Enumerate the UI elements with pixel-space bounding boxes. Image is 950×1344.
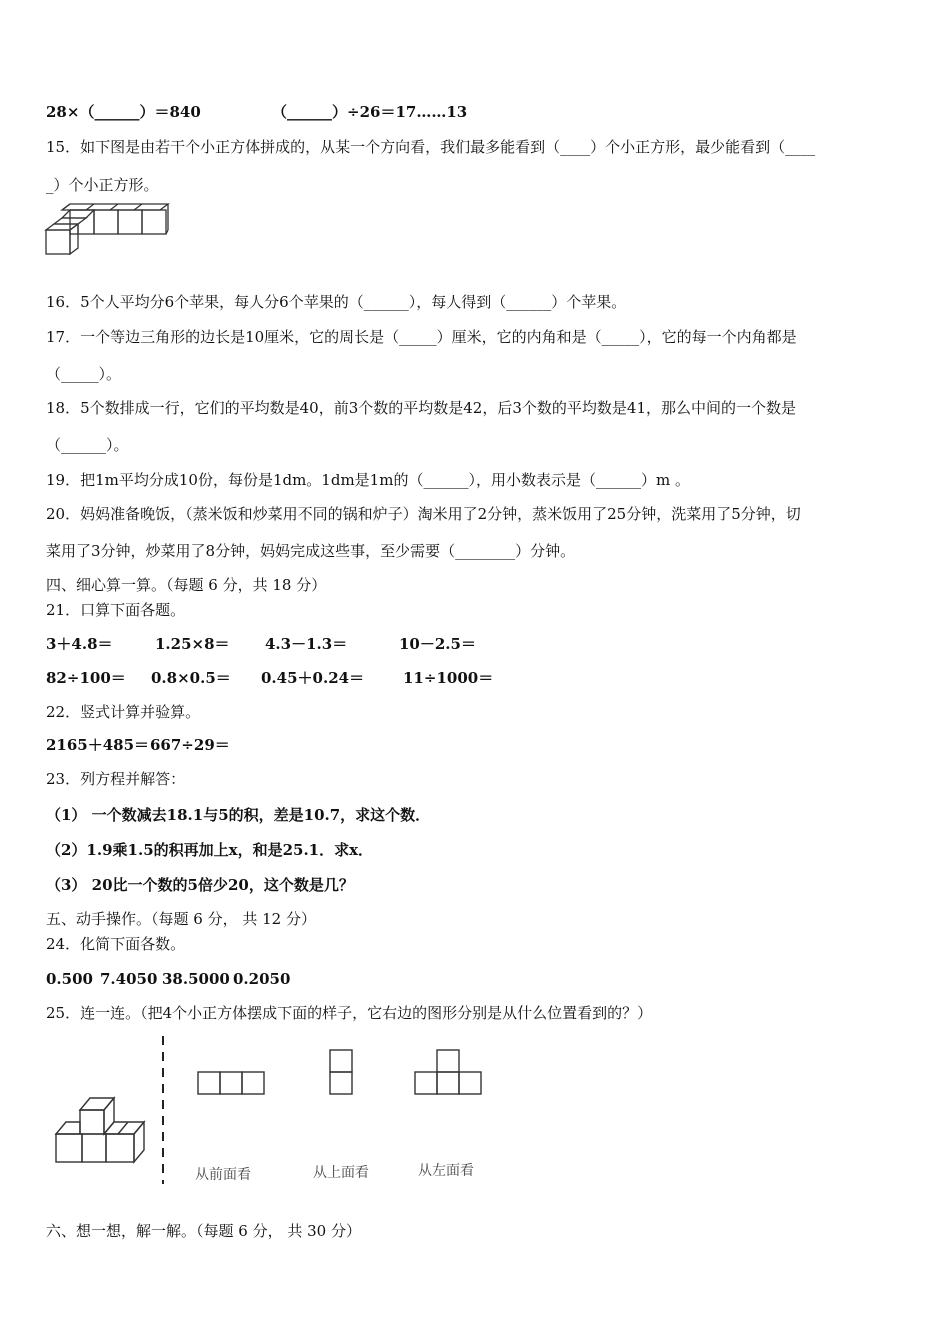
q24-items [46, 969, 290, 989]
q24-item: 38.5000 [162, 970, 230, 988]
q25-dashed-divider [158, 1036, 168, 1184]
q22-items [46, 735, 230, 755]
q25-left-view [413, 1048, 485, 1096]
q24-item: 0.2050 [233, 970, 291, 988]
q22-item: 667÷29＝ [150, 736, 230, 754]
q18-text-2: （______）。 [46, 436, 129, 454]
q20-text-2: 菜用了3分钟，炒菜用了8分钟，妈妈完成这些事，至少需要（________）分钟。 [46, 542, 576, 560]
q25-top-view [328, 1048, 356, 1096]
q15-cube-figure [44, 200, 170, 256]
section-4-heading: 四、细心算一算。（每题 6 分，共 18 分） [46, 576, 327, 594]
q25-text: 25．连一连。（把4个小正方体摆成下面的样子，它右边的图形分别是从什么位置看到的？） [46, 1004, 653, 1022]
q19-text: 19．把1m平均分成10份，每份是1dm。1dm是1m的（______），用小数表示是（______）m 。 [46, 471, 690, 489]
section-6-heading: 六、想一想，解一解。（每题 6 分， 共 30 分） [46, 1222, 361, 1240]
q24-text: 24．化简下面各数。 [46, 935, 186, 953]
q16-text: 16．5个人平均分6个苹果，每人分6个苹果的（______），每人得到（______）个苹果。 [46, 293, 627, 311]
q21-item: 82÷100＝ [46, 669, 126, 687]
q25-caption-left: 从左面看 [418, 1163, 474, 1179]
q21-item: 0.45＋0.24＝ [261, 669, 365, 687]
q23-text: 23．列方程并解答： [46, 770, 186, 788]
q25-front-view [196, 1070, 268, 1096]
q21-row-1 [46, 634, 476, 654]
q21-row-2 [46, 668, 493, 688]
q20-text-1: 20．妈妈准备晚饭，（蒸米饭和炒菜用不同的锅和炉子）淘米用了2分钟，蒸米饭用了25分钟，洗菜用了5分钟，切 [46, 505, 801, 523]
q21-item: 11÷1000＝ [403, 669, 494, 687]
q24-item: 0.500 [46, 970, 93, 988]
q21-item: 3＋4.8＝ [46, 635, 113, 653]
section-5-heading: 五、动手操作。（每题 6 分， 共 12 分） [46, 910, 316, 928]
q25-caption-front: 从前面看 [195, 1167, 251, 1183]
q17-text-2: （_____）。 [46, 365, 122, 383]
q25-caption-top: 从上面看 [313, 1165, 369, 1181]
q21-item: 0.8×0.5＝ [151, 669, 231, 687]
q25-cube-figure [52, 1094, 150, 1166]
q21-text: 21．口算下面各题。 [46, 601, 186, 619]
q21-item: 1.25×8＝ [155, 635, 230, 653]
q22-text: 22．竖式计算并验算。 [46, 703, 201, 721]
q15-text-1: 15．如下图是由若干个小正方体拼成的，从某一个方向看，我们最多能看到（____）个小正方形，最少能看到（____ [46, 138, 816, 156]
q24-item: 7.4050 [100, 970, 158, 988]
q23-part-3: （3） 20比一个数的5倍少20，这个数是几？ [46, 876, 354, 894]
q23-part-1: （1） 一个数减去18.1与5的积，差是10.7，求这个数． [46, 806, 431, 824]
q17-text-1: 17．一个等边三角形的边长是10厘米，它的周长是（_____）厘米，它的内角和是（_____），它的每一个内角都是 [46, 328, 797, 346]
q23-part-2: （2）1.9乘1.5的积再加上x，和是25.1．求x． [46, 841, 374, 859]
q22-item: 2165＋485＝ [46, 736, 150, 754]
q14-expr-1: 28×（______）＝840 [46, 103, 201, 121]
q14-expr-2: （______）÷26＝17……13 [272, 103, 468, 121]
q15-text-2: _）个小正方形。 [46, 176, 159, 194]
q18-text-1: 18．5个数排成一行，它们的平均数是40，前3个数的平均数是42，后3个数的平均数是41，那么中间的一个数是 [46, 399, 796, 417]
q21-item: 10－2.5＝ [399, 635, 476, 653]
q21-item: 4.3－1.3＝ [265, 635, 348, 653]
